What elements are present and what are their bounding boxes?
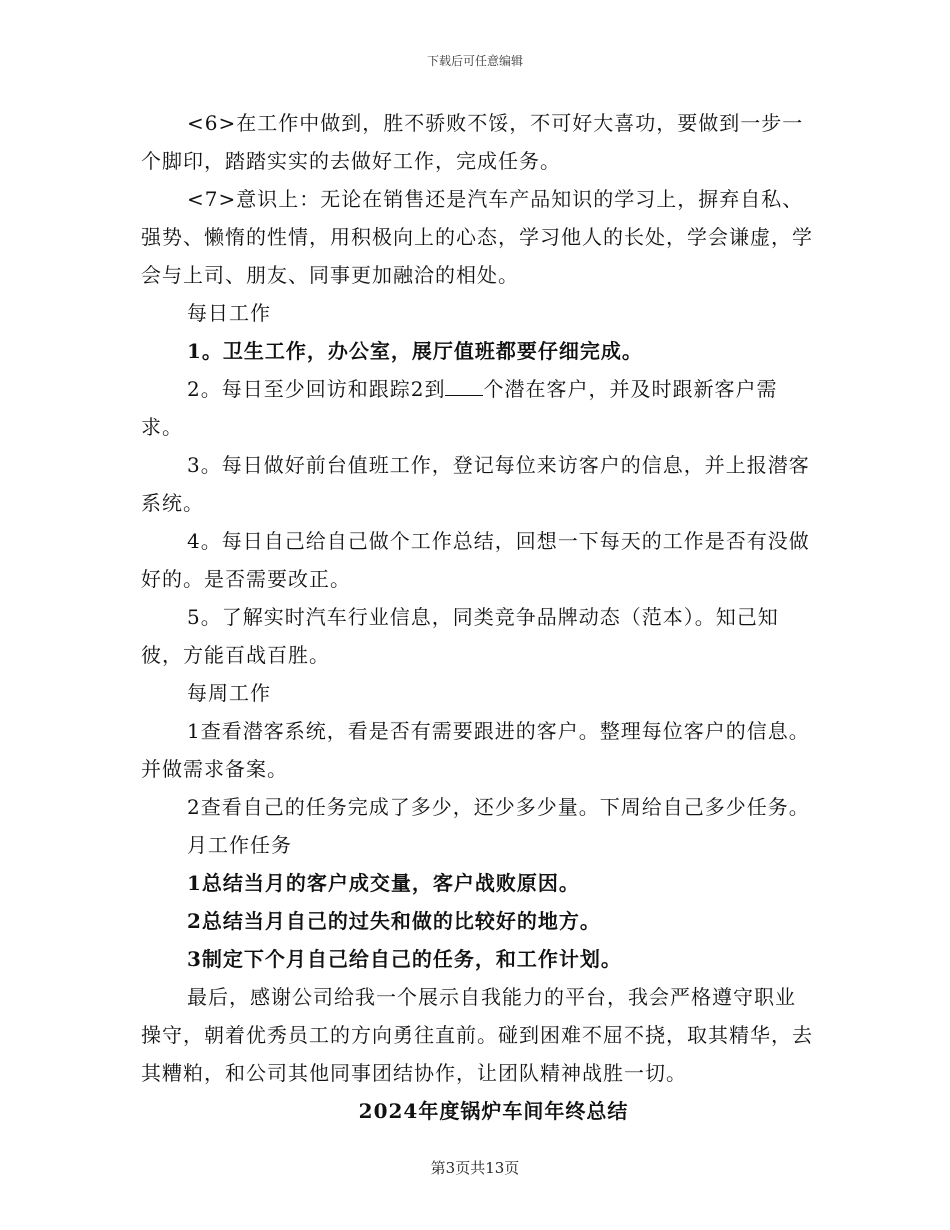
paragraph-item-6: <6>在工作中做到，胜不骄败不馁，不可好大喜功，要做到一步一个脚印，踏踏实实的去做好工作，完成任务。 [141,111,804,173]
document-body [141,104,816,1130]
monthly-work-heading: 月工作任务 [187,833,292,857]
weekly-work-heading: 每周工作 [187,681,271,705]
fill-in-blank [445,377,483,396]
closing-paragraph: 最后，感谢公司给我一个展示自我能力的平台，我会严格遵守职业操守，朝着优秀员工的方向勇往直前。碰到困难不屈不挠，取其精华，去其糟粕，和公司其他同事团结协作，让团队精神战胜一切。 [141,985,813,1085]
page-footer: 第3页共13页 [430,1159,520,1177]
next-section-title: 2024年度锅炉车间年终总结 [358,1099,629,1123]
weekly-item-1: 1查看潜客系统，看是否有需要跟进的客户。整理每位客户的信息。并做需求备案。 [141,719,810,781]
daily-item-2-part-b: 个潜在客户，并及时跟新客户需求。 [141,377,778,439]
daily-item-1: 1。卫生工作，办公室，展厅值班都要仔细完成。 [187,339,643,363]
daily-item-5: 5。了解实时汽车行业信息，同类竞争品牌动态（范本）。知己知彼，方能百战百胜。 [141,605,779,667]
paragraph-item-7: <7>意识上：无论在销售还是汽车产品知识的学习上，摒弃自私、强势、懒惰的性情，用积极向上的心态，学习他人的长处，学会谦虚，学会与上司、朋友、同事更加融洽的相处。 [141,187,813,287]
page-header: 下载后可任意编辑 [426,54,523,68]
daily-item-4: 4。每日自己给自己做个工作总结，回想一下每天的工作是否有没做好的。是否需要改正。 [141,529,810,591]
daily-item-2-part-a: 2。每日至少回访和跟踪2到 [187,377,446,401]
monthly-item-3: 3制定下个月自己给自己的任务，和工作计划。 [187,947,622,971]
weekly-item-2: 2查看自己的任务完成了多少，还少多少量。下周给自己多少任务。 [187,795,810,819]
daily-item-2 [141,370,816,446]
daily-work-heading: 每日工作 [187,301,271,325]
monthly-item-2: 2总结当月自己的过失和做的比较好的地方。 [187,909,601,933]
daily-item-3: 3。每日做好前台值班工作，登记每位来访客户的信息，并上报潜客系统。 [141,453,810,515]
monthly-item-1: 1总结当月的客户成交量，客户战败原因。 [187,871,580,895]
